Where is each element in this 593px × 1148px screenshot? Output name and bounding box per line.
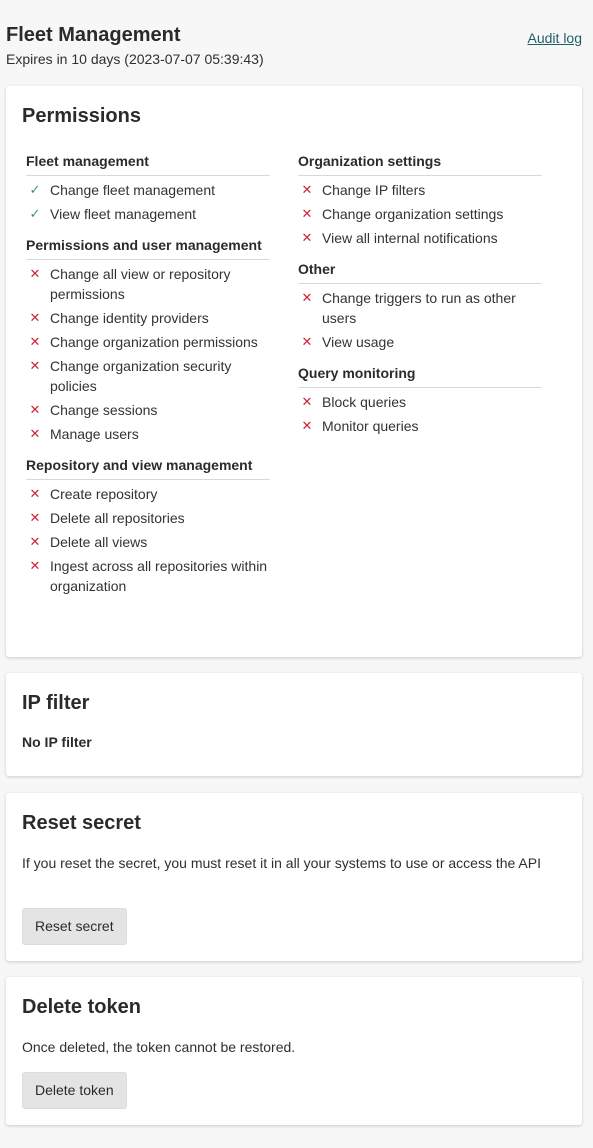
- permission-group-title: Permissions and user management: [26, 236, 270, 260]
- permission-label: Change organization permissions: [50, 334, 258, 350]
- permission-group-title: Organization settings: [298, 152, 542, 176]
- permission-item: [298, 228, 542, 248]
- permission-item: [26, 532, 270, 552]
- cross-icon: ✕: [29, 334, 41, 349]
- cross-icon: ✕: [29, 358, 41, 373]
- permission-item: [26, 356, 270, 396]
- permission-list: [26, 484, 270, 596]
- permission-item: [26, 204, 270, 224]
- delete-token-description: Once deleted, the token cannot be restored.: [22, 1039, 296, 1055]
- permission-item: [26, 308, 270, 328]
- permission-group-organization-settings: [298, 152, 542, 248]
- permissions-card: [6, 86, 582, 657]
- permission-group-permissions-and-user-management: [26, 236, 270, 444]
- ip-filter-card: [6, 673, 582, 776]
- audit-log-link[interactable]: Audit log: [527, 30, 582, 46]
- permission-item: [298, 288, 542, 328]
- permission-list: [26, 264, 270, 444]
- cross-icon: ✕: [29, 534, 41, 549]
- cross-icon: ✕: [29, 310, 41, 325]
- permission-label: View all internal notifications: [322, 230, 498, 246]
- permission-item: [26, 508, 270, 528]
- permission-label: Change identity providers: [50, 310, 209, 326]
- permissions-title: Permissions: [22, 105, 141, 127]
- check-icon: ✓: [29, 206, 41, 221]
- page-title: Fleet Management: [6, 24, 181, 46]
- permission-item: [26, 264, 270, 304]
- permission-label: Change organization security policies: [50, 358, 232, 394]
- permission-list: [26, 180, 270, 224]
- permission-item: [26, 332, 270, 352]
- reset-secret-title: Reset secret: [22, 812, 141, 834]
- expiry-text: Expires in 10 days (2023-07-07 05:39:43): [6, 51, 264, 67]
- permission-label: Create repository: [50, 486, 158, 502]
- permission-item: [298, 180, 542, 200]
- permission-label: View usage: [322, 334, 395, 350]
- permission-label: Change triggers to run as other users: [322, 290, 516, 326]
- permission-label: Delete all repositories: [50, 510, 185, 526]
- permission-group-title: Fleet management: [26, 152, 270, 176]
- cross-icon: ✕: [301, 206, 313, 221]
- delete-token-button[interactable]: Delete token: [22, 1072, 127, 1109]
- cross-icon: ✕: [301, 290, 313, 305]
- cross-icon: ✕: [301, 182, 313, 197]
- permission-label: Change IP filters: [322, 182, 426, 198]
- permission-group-fleet-management: [26, 152, 270, 224]
- cross-icon: ✕: [301, 230, 313, 245]
- permissions-left-column: [26, 152, 270, 608]
- permission-item: [26, 484, 270, 504]
- ip-filter-title: IP filter: [22, 692, 90, 714]
- permission-item: [298, 392, 542, 412]
- permission-item: [298, 332, 542, 352]
- permission-list: [298, 180, 542, 248]
- permission-group-query-monitoring: [298, 364, 542, 436]
- check-icon: ✓: [29, 182, 41, 197]
- delete-token-card: [6, 977, 582, 1125]
- permission-label: Delete all views: [50, 534, 148, 550]
- permission-item: [26, 556, 270, 596]
- permission-label: Change all view or repository permissions: [50, 266, 231, 302]
- permission-group-repository-and-view-management: [26, 456, 270, 596]
- reset-secret-card: [6, 793, 582, 961]
- cross-icon: ✕: [29, 266, 41, 281]
- permission-list: [298, 288, 542, 352]
- page-header: [6, 22, 582, 72]
- permission-group-title: Query monitoring: [298, 364, 542, 388]
- cross-icon: ✕: [29, 426, 41, 441]
- permission-list: [298, 392, 542, 436]
- reset-secret-description: If you reset the secret, you must reset it in all your systems to use or access the API: [22, 855, 541, 871]
- cross-icon: ✕: [301, 394, 313, 409]
- cross-icon: ✕: [301, 418, 313, 433]
- permission-label: Change sessions: [50, 402, 158, 418]
- permission-label: Manage users: [50, 426, 139, 442]
- permission-label: Ingest across all repositories within organization: [50, 558, 268, 594]
- permissions-right-column: [298, 152, 542, 448]
- permission-item: [26, 424, 270, 444]
- permission-item: [26, 180, 270, 200]
- reset-secret-button[interactable]: Reset secret: [22, 908, 127, 945]
- ip-filter-value: No IP filter: [22, 734, 92, 750]
- cross-icon: ✕: [29, 402, 41, 417]
- delete-token-title: Delete token: [22, 996, 141, 1018]
- permission-label: Block queries: [322, 394, 407, 410]
- permission-item: [298, 204, 542, 224]
- cross-icon: ✕: [29, 486, 41, 501]
- permission-label: View fleet management: [50, 206, 197, 222]
- permission-label: Change fleet management: [50, 182, 215, 198]
- permission-item: [298, 416, 542, 436]
- cross-icon: ✕: [29, 558, 41, 573]
- permission-group-title: Repository and view management: [26, 456, 270, 480]
- cross-icon: ✕: [29, 510, 41, 525]
- permission-group-other: [298, 260, 542, 352]
- cross-icon: ✕: [301, 334, 313, 349]
- permission-item: [26, 400, 270, 420]
- permission-group-title: Other: [298, 260, 542, 284]
- permission-label: Monitor queries: [322, 418, 419, 434]
- permission-label: Change organization settings: [322, 206, 504, 222]
